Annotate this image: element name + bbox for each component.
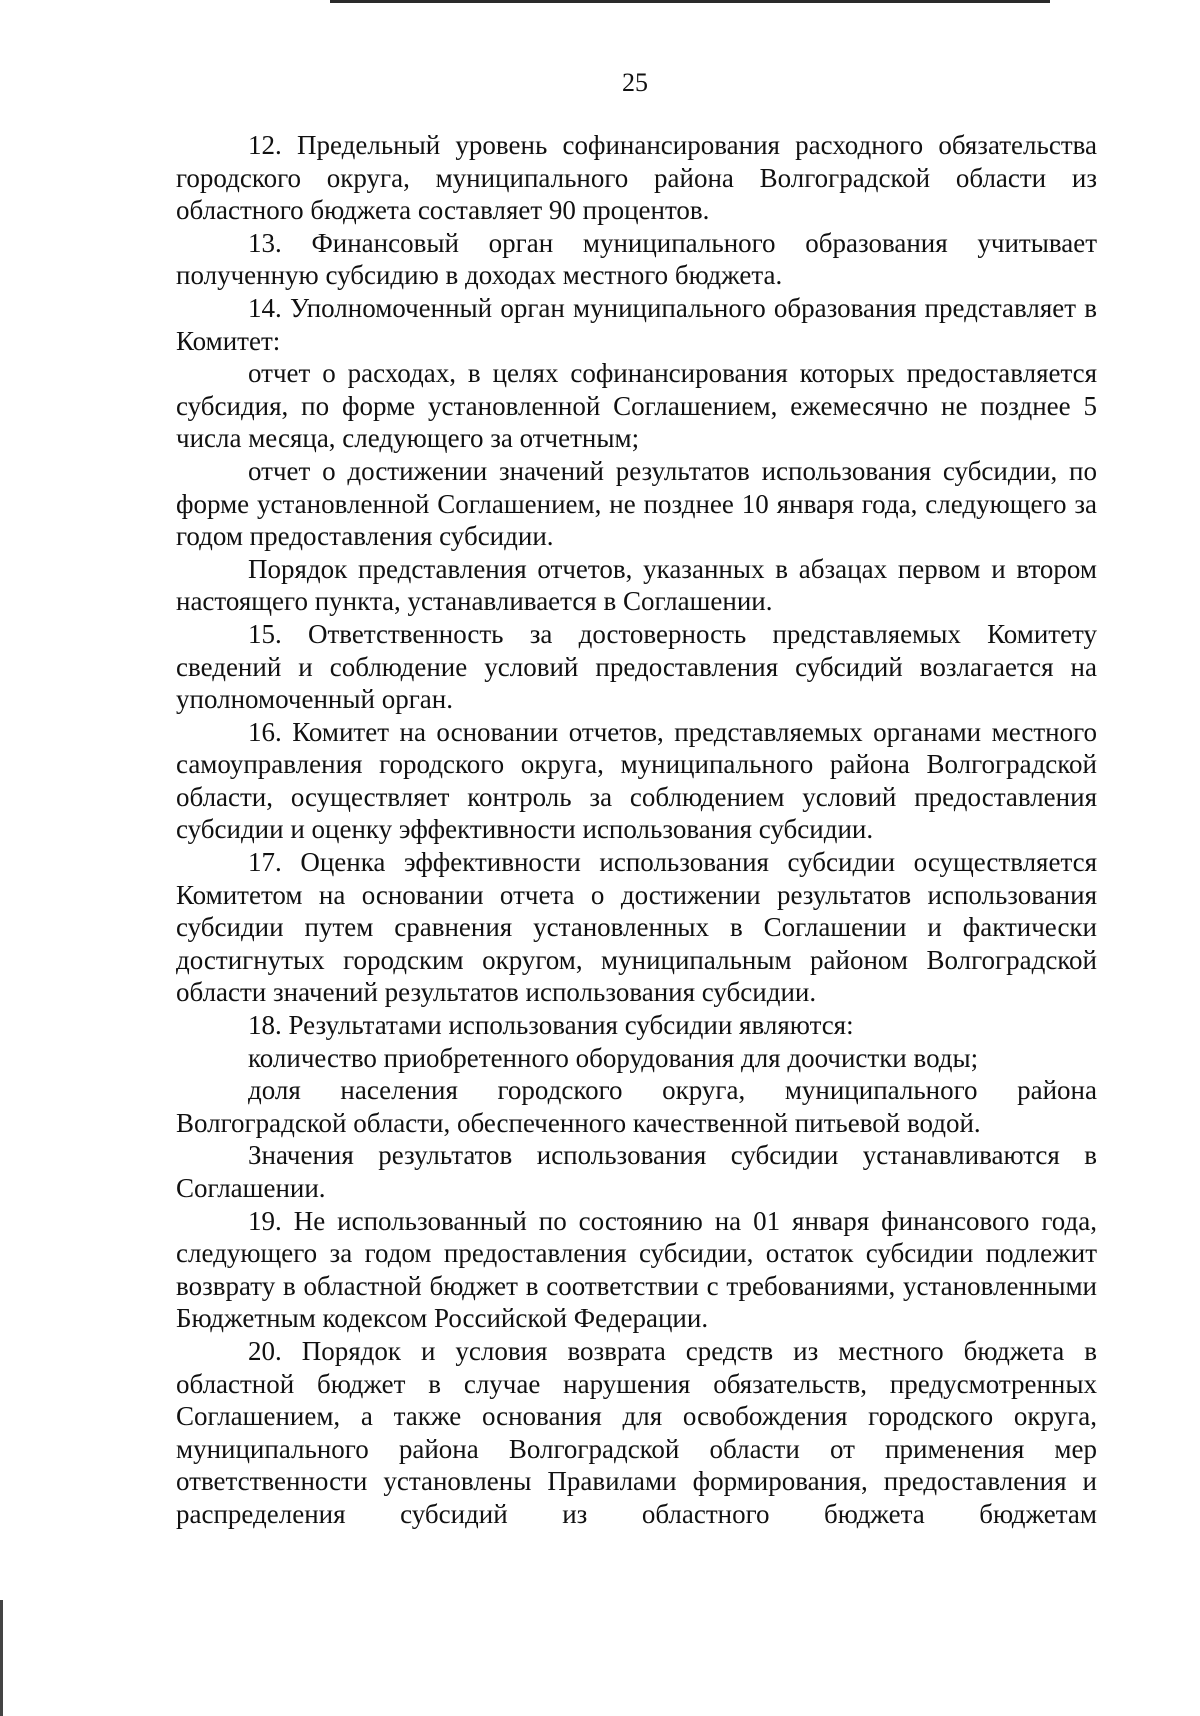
paragraph-19: 19. Не использованный по состоянию на 01 января финансового года, следующего за годом предоставления субсидии, остаток субсидии подлежит возврату в областной бюджет в соответствии с требованиями, установленными Бюджетным кодексом Российской Федерации.	[176, 1205, 1097, 1334]
page-number: 25	[622, 68, 648, 97]
paragraph-18-equipment-count: количество приобретенного оборудования для доочистки воды;	[248, 1042, 979, 1073]
paragraph-14-reporting-order: Порядок представления отчетов, указанных в абзацах первом и втором настоящего пункта, устанавливается в Соглашении.	[176, 553, 1097, 617]
paragraph-14-report-expenses: отчет о расходах, в целях софинансирования которых предоставляется субсидия, по форме установленной Соглашением, ежемесячно не позднее 5 числа месяца, следующего за отчетным;	[176, 358, 1097, 454]
paragraph-20: 20. Порядок и условия возврата средств из местного бюджета в областной бюджет в случае нарушения обязательств, предусмотренных Соглашением, а также основания для освобождения городского округа, муниципального района Волгоградской области от применения мер ответственности установлены Правилами формирования, предоставления и распределения субсидий из областного бюджета бюджетам	[176, 1335, 1097, 1529]
paragraph-14-report-results: отчет о достижении значений результатов использования субсидии, по форме установленной Соглашением, не позднее 10 января года, следующего за годом предоставления субсидии.	[176, 455, 1097, 552]
paragraph-17: 17. Оценка эффективности использования субсидии осуществляется Комитетом на основании отчета о достижении результатов использования субсидии путем сравнения установленных в Соглашении и фактически достигнутых городским округом, муниципальным районом Волгоградской области значений результатов использования субсидии.	[176, 847, 1097, 1008]
document-body	[176, 129, 1097, 1531]
paragraph-15: 15. Ответственность за достоверность представляемых Комитету сведений и соблюдение условий предоставления субсидий возлагается на уполномоченный орган.	[176, 618, 1097, 715]
paragraph-13: 13. Финансовый орган муниципального образования учитывает полученную субсидию в доходах местного бюджета.	[176, 227, 1097, 291]
scan-left-edge	[0, 1600, 3, 1716]
paragraph-12: 12. Предельный уровень софинансирования расходного обязательства городского округа, муниципального района Волгоградской области из областного бюджета составляет 90 процентов.	[176, 130, 1097, 226]
scan-top-border	[330, 0, 1050, 3]
paragraph-18-population-share: доля населения городского округа, муниципального района Волгоградской области, обеспеченного качественной питьевой водой.	[176, 1075, 1097, 1138]
paragraph-14: 14. Уполномоченный орган муниципального образования представляет в Комитет:	[176, 292, 1097, 356]
paragraph-18: 18. Результатами использования субсидии являются:	[248, 1010, 854, 1041]
paragraph-18-values: Значения результатов использования субсидии устанавливаются в Соглашении.	[176, 1140, 1097, 1203]
paragraph-16: 16. Комитет на основании отчетов, представляемых органами местного самоуправления городского округа, муниципального района Волгоградской области, осуществляет контроль за соблюдением условий предоставления субсидии и оценку эффективности использования субсидии.	[176, 716, 1097, 845]
